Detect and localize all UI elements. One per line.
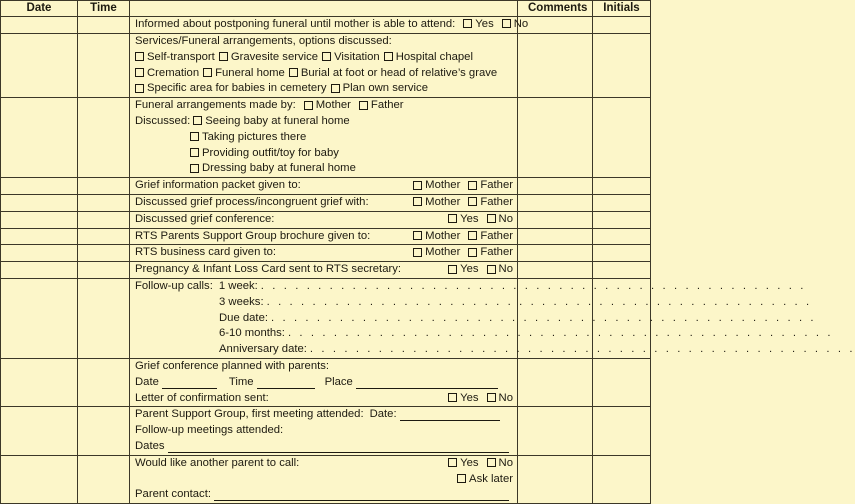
- comments-cell[interactable]: [518, 407, 593, 455]
- time-cell[interactable]: [78, 245, 130, 262]
- checkbox[interactable]: [487, 265, 496, 274]
- checkbox[interactable]: [457, 474, 466, 483]
- checkbox[interactable]: [384, 52, 393, 61]
- yes-label: Yes: [460, 456, 479, 469]
- option-label: Taking pictures there: [202, 130, 307, 143]
- date-header: Date: [1, 1, 78, 17]
- no-label: No: [498, 391, 513, 404]
- conference-time-field[interactable]: [257, 377, 315, 389]
- option-label: Specific area for babies in cemetery: [147, 82, 327, 95]
- no-label: No: [498, 263, 513, 276]
- checkbox[interactable]: [190, 132, 199, 141]
- support-dates-field[interactable]: [168, 441, 509, 453]
- checkbox[interactable]: [487, 214, 496, 223]
- grief-process-label: Discussed grief process/incongruent grief with:: [135, 195, 369, 208]
- option-label: Hospital chapel: [395, 50, 473, 63]
- letter-label: Letter of confirmation sent:: [135, 391, 269, 404]
- weeks3-label: 3 weeks:: [219, 295, 264, 308]
- initials-cell[interactable]: [593, 358, 651, 406]
- support-first-label: Parent Support Group, first meeting attended:: [135, 408, 364, 421]
- parent-contact-field[interactable]: [214, 489, 509, 501]
- initials-cell[interactable]: [593, 407, 651, 455]
- time-header: Time: [78, 1, 130, 17]
- checkbox[interactable]: [468, 197, 477, 206]
- checkbox[interactable]: [468, 231, 477, 240]
- date-cell[interactable]: [1, 262, 78, 279]
- no-label: No: [498, 212, 513, 225]
- option-label: Funeral home: [215, 66, 285, 79]
- date-cell[interactable]: [1, 278, 78, 358]
- item-header: [130, 1, 518, 17]
- dotted-leader[interactable]: . . . . . . . . . . . . . . . . . . . . . . . . . . . . . . . . . . . . . . . . . . . . . . . .: [260, 279, 806, 292]
- comments-header: Comments: [518, 1, 593, 17]
- table-row: [1, 211, 651, 228]
- date-cell[interactable]: [1, 211, 78, 228]
- option-label: Self-transport: [147, 50, 215, 63]
- initials-header: Initials: [593, 1, 651, 17]
- checkbox[interactable]: [502, 19, 511, 28]
- months-label: 6-10 months:: [219, 327, 285, 340]
- time-cell[interactable]: [78, 194, 130, 211]
- conference-date-field[interactable]: [162, 377, 217, 389]
- mother-label: Mother: [315, 99, 351, 112]
- support-followup-label: Follow-up meetings attended:: [135, 424, 284, 437]
- date-cell[interactable]: [1, 34, 78, 98]
- checkbox[interactable]: [190, 164, 199, 173]
- ask-later-label: Ask later: [469, 472, 513, 485]
- option-label: Providing outfit/toy for baby: [202, 146, 339, 159]
- time-cell[interactable]: [78, 228, 130, 245]
- comments-cell[interactable]: [518, 178, 593, 195]
- checkbox[interactable]: [135, 52, 144, 61]
- checkbox[interactable]: [448, 265, 457, 274]
- father-label: Father: [480, 246, 513, 259]
- initials-cell[interactable]: [593, 34, 651, 98]
- date-cell[interactable]: [1, 98, 78, 178]
- checkbox[interactable]: [463, 19, 472, 28]
- time-cell[interactable]: [78, 178, 130, 195]
- discussed-label: Discussed:: [135, 114, 191, 127]
- yes-label: Yes: [460, 212, 479, 225]
- option-label: Gravesite service: [230, 50, 319, 63]
- comments-cell[interactable]: [518, 194, 593, 211]
- time-cell[interactable]: [78, 278, 130, 358]
- time-cell[interactable]: [78, 98, 130, 178]
- initials-cell[interactable]: [593, 228, 651, 245]
- checkbox[interactable]: [190, 148, 199, 157]
- checkbox[interactable]: [487, 458, 496, 467]
- date-cell[interactable]: [1, 358, 78, 406]
- option-label: Plan own service: [342, 82, 428, 95]
- table-row: [1, 278, 651, 358]
- no-label: No: [513, 18, 529, 30]
- mother-label: Mother: [425, 246, 461, 259]
- parent-contact-label: Parent contact:: [135, 488, 211, 501]
- time-cell[interactable]: [78, 262, 130, 279]
- date-cell[interactable]: [1, 455, 78, 503]
- header-row: [1, 1, 651, 17]
- time-cell[interactable]: [78, 17, 130, 34]
- date-cell[interactable]: [1, 245, 78, 262]
- option-label: Visitation: [334, 50, 380, 63]
- conference-place-label: Place: [324, 375, 353, 388]
- table-row: [1, 178, 651, 195]
- anniversary-label: Anniversary date:: [219, 343, 307, 356]
- checkbox[interactable]: [413, 231, 422, 240]
- another-parent-label: Would like another parent to call:: [135, 456, 300, 469]
- business-card-label: RTS business card given to:: [135, 246, 277, 259]
- comments-cell[interactable]: [518, 17, 593, 34]
- comments-cell[interactable]: [518, 211, 593, 228]
- checkbox[interactable]: [135, 84, 144, 93]
- followup-label: Follow-up calls:: [135, 279, 213, 292]
- week1-label: 1 week:: [218, 279, 258, 292]
- checkbox[interactable]: [203, 68, 212, 77]
- time-cell[interactable]: [78, 358, 130, 406]
- initials-cell[interactable]: [593, 262, 651, 279]
- yes-label: Yes: [460, 263, 479, 276]
- option-label: Seeing baby at funeral home: [205, 114, 350, 127]
- table-row: [1, 228, 651, 245]
- table-row: [1, 34, 651, 98]
- comments-cell[interactable]: [518, 98, 593, 178]
- initials-cell[interactable]: [593, 17, 651, 34]
- father-label: Father: [480, 179, 513, 192]
- checkbox[interactable]: [193, 116, 202, 125]
- table-row: [1, 194, 651, 211]
- dotted-leader[interactable]: . . . . . . . . . . . . . . . . . . . . . . . . . . . . . . . . . . . . . . . . . . . . . . . .: [266, 295, 812, 308]
- date-cell[interactable]: [1, 194, 78, 211]
- support-dates-label: Dates: [135, 439, 165, 452]
- option-label: Dressing baby at funeral home: [202, 162, 356, 175]
- table-row: [1, 358, 651, 406]
- checkbox[interactable]: [331, 84, 340, 93]
- checkbox[interactable]: [359, 101, 368, 110]
- grief-conference-label: Discussed grief conference:: [135, 212, 275, 225]
- date-cell[interactable]: [1, 17, 78, 34]
- table-row: [1, 262, 651, 279]
- made-by-label: Funeral arrangements made by:: [135, 99, 296, 112]
- conference-date-label: Date: [135, 375, 159, 388]
- yes-label: Yes: [475, 18, 494, 30]
- loss-card-label: Pregnancy & Infant Loss Card sent to RTS secretary:: [135, 263, 402, 276]
- father-label: Father: [370, 99, 404, 112]
- support-date-field[interactable]: [400, 409, 500, 421]
- brochure-label: RTS Parents Support Group brochure given to:: [135, 229, 371, 242]
- checkbox[interactable]: [413, 181, 422, 190]
- date-cell[interactable]: [1, 178, 78, 195]
- checkbox[interactable]: [322, 52, 331, 61]
- initials-cell[interactable]: [593, 211, 651, 228]
- comments-cell[interactable]: [518, 245, 593, 262]
- initials-cell[interactable]: [593, 194, 651, 211]
- table-row: [1, 407, 651, 455]
- postpone-label: Informed about postponing funeral until mother is able to attend:: [135, 18, 456, 30]
- checkbox[interactable]: [448, 393, 457, 402]
- initials-cell[interactable]: [593, 455, 651, 503]
- mother-label: Mother: [425, 195, 461, 208]
- dotted-leader[interactable]: . . . . . . . . . . . . . . . . . . . . . . . . . . . . . . . . . . . . . . . . . . . . . . . .: [271, 311, 817, 324]
- checkbox[interactable]: [448, 458, 457, 467]
- due-date-label: Due date:: [219, 311, 268, 324]
- conference-title: Grief conference planned with parents:: [135, 359, 330, 372]
- option-label: Burial at foot or head of relative’s grave: [300, 66, 498, 79]
- comments-cell[interactable]: [518, 34, 593, 98]
- initials-cell[interactable]: [593, 245, 651, 262]
- dotted-leader[interactable]: . . . . . . . . . . . . . . . . . . . . . . . . . . . . . . . . . . . . . . . . . . . . . . . .: [287, 327, 834, 340]
- time-cell[interactable]: [78, 211, 130, 228]
- checkbox[interactable]: [135, 68, 144, 77]
- father-label: Father: [480, 195, 513, 208]
- initials-cell[interactable]: [593, 98, 651, 178]
- comments-cell[interactable]: [518, 228, 593, 245]
- dotted-leader[interactable]: . . . . . . . . . . . . . . . . . . . . . . . . . . . . . . . . . . . . . . . . . . . . . . . .: [309, 343, 855, 356]
- checkbox[interactable]: [289, 68, 298, 77]
- time-cell[interactable]: [78, 455, 130, 503]
- services-title: Services/Funeral arrangements, options discussed:: [135, 35, 392, 47]
- comments-cell[interactable]: [518, 262, 593, 279]
- initials-cell[interactable]: [593, 178, 651, 195]
- comments-cell[interactable]: [518, 455, 593, 503]
- table-row: [1, 17, 651, 34]
- checkbox[interactable]: [219, 52, 228, 61]
- yes-label: Yes: [460, 391, 479, 404]
- comments-cell[interactable]: [518, 358, 593, 406]
- checkbox[interactable]: [468, 248, 477, 257]
- table-row: [1, 98, 651, 178]
- option-label: Cremation: [147, 66, 200, 79]
- table-row: [1, 455, 651, 503]
- checkbox[interactable]: [448, 214, 457, 223]
- mother-label: Mother: [425, 179, 461, 192]
- time-cell[interactable]: [78, 407, 130, 455]
- checkbox[interactable]: [413, 197, 422, 206]
- checkbox[interactable]: [487, 393, 496, 402]
- grief-packet-label: Grief information packet given to:: [135, 179, 301, 192]
- checkbox[interactable]: [304, 101, 313, 110]
- father-label: Father: [480, 229, 513, 242]
- mother-label: Mother: [425, 229, 461, 242]
- date-cell[interactable]: [1, 407, 78, 455]
- conference-time-label: Time: [228, 375, 254, 388]
- time-cell[interactable]: [78, 34, 130, 98]
- no-label: No: [498, 456, 513, 469]
- conference-place-field[interactable]: [356, 377, 498, 389]
- date-cell[interactable]: [1, 228, 78, 245]
- support-date-label: Date:: [369, 408, 397, 421]
- checkbox[interactable]: [413, 248, 422, 257]
- checkbox[interactable]: [468, 181, 477, 190]
- table-row: [1, 245, 651, 262]
